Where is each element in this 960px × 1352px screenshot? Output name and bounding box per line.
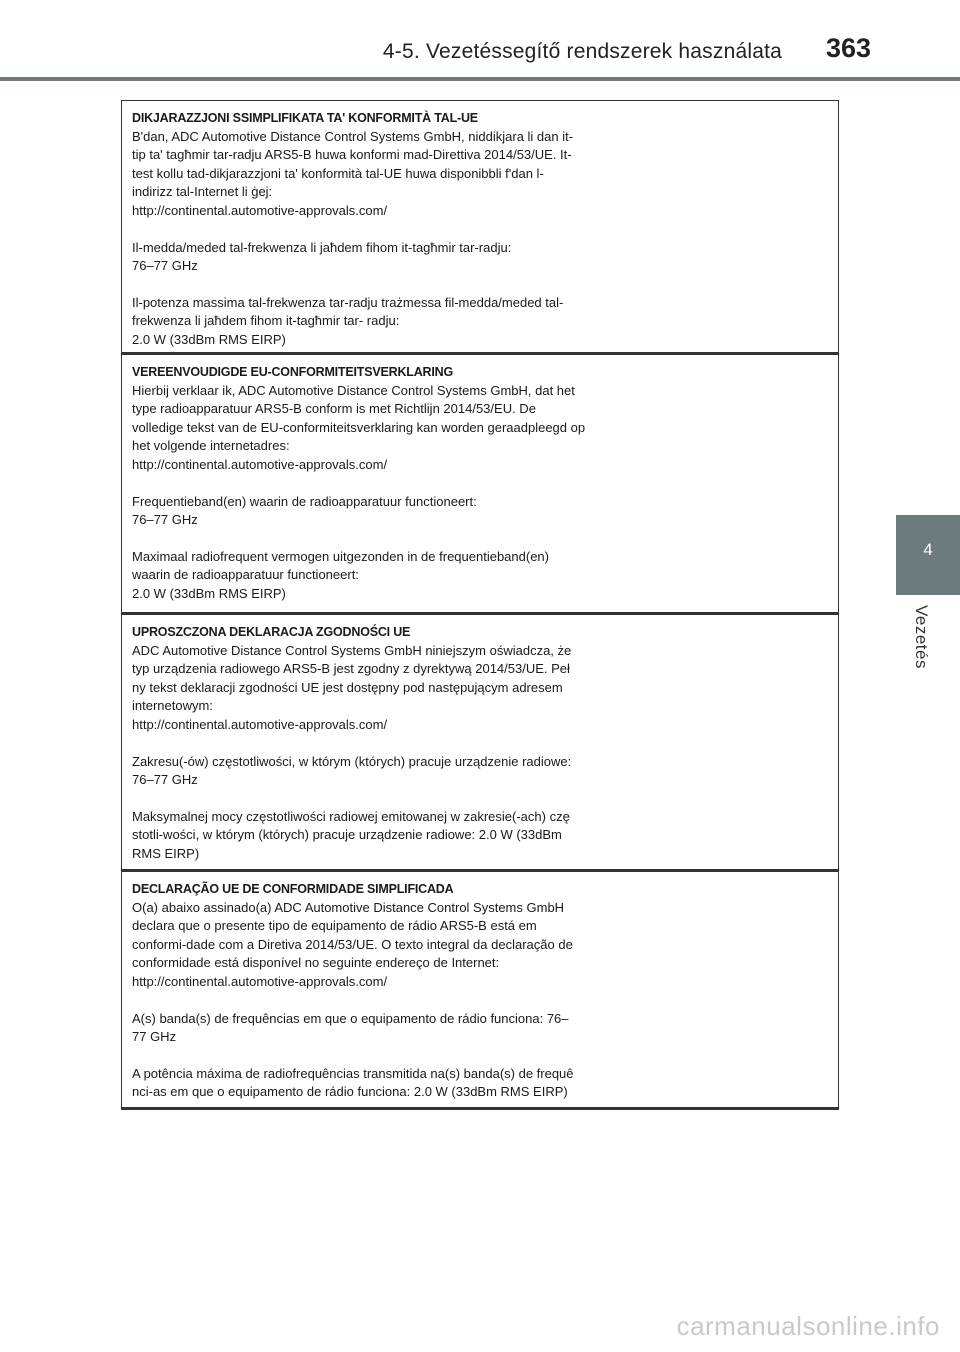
declaration-title: DIKJARAZZJONI SSIMPLIFIKATA TA' KONFORMITÀ TAL-UE [132, 111, 478, 125]
text-line: indirizz tal-Internet li ġej: [132, 184, 273, 200]
declaration-box-portuguese [121, 872, 839, 1110]
declaration-box-polish [121, 615, 839, 872]
text-line: ADC Automotive Distance Control Systems GmbH niniejszym oświadcza, że [132, 642, 572, 658]
text-line: http://continental.automotive-approvals.com/ [132, 202, 388, 218]
declaration-title: DECLARAÇÃO UE DE CONFORMIDADE SIMPLIFICADA [132, 882, 454, 896]
text-line: http://continental.automotive-approvals.com/ [132, 456, 388, 472]
paragraph-gap [132, 735, 828, 753]
declaration-title: UPROSZCZONA DEKLARACJA ZGODNOŚCI UE [132, 625, 411, 639]
declaration-paragraph [132, 642, 828, 735]
text-line: volledige tekst van de EU-conformiteitsverklaring kan worden geraadpleegd op [132, 419, 586, 435]
text-line: type radioapparatuur ARS5-B conform is met Richtlijn 2014/53/EU. De [132, 401, 536, 417]
text-line: Il-potenza massima tal-frekwenza tar-radju trażmessa fil-medda/meded tal- [132, 294, 564, 310]
declaration-paragraph [132, 382, 828, 475]
text-line: nci-as em que o equipamento de rádio funciona: 2.0 W (33dBm RMS EIRP) [132, 1084, 568, 1100]
declaration-paragraph [132, 548, 828, 604]
paragraph-gap [132, 992, 828, 1010]
declaration-title: VEREENVOUDIGDE EU-CONFORMITEITSVERKLARING [132, 365, 453, 379]
chapter-tab: 4 [896, 515, 960, 595]
text-line: stotli-wości, w którym (których) pracuje urządzenie radiowe: 2.0 W (33dBm [132, 827, 562, 843]
declaration-paragraph [132, 753, 828, 790]
text-line: http://continental.automotive-approvals.com/ [132, 716, 388, 732]
text-line: test kollu tad-dikjarazzjoni ta' konformità tal-UE huwa disponibbli f'dan l- [132, 165, 544, 181]
text-line: conformidade está disponível no seguinte endereço de Internet: [132, 955, 500, 971]
declaration-paragraph [132, 899, 828, 992]
text-line: A potência máxima de radiofrequências transmitida na(s) banda(s) de frequê [132, 1065, 574, 1081]
declaration-paragraph [132, 493, 828, 530]
chapter-label: Vezetés [912, 605, 931, 669]
text-line: A(s) banda(s) de frequências em que o equipamento de rádio funciona: 76– [132, 1010, 569, 1026]
text-line: Maximaal radiofrequent vermogen uitgezonden in de frequentieband(en) [132, 548, 549, 564]
declaration-paragraph [132, 128, 828, 221]
text-line: Il-medda/meded tal-frekwenza li jaħdem fihom it-tagħmir tar-radju: [132, 239, 512, 255]
text-line: internetowym: [132, 698, 213, 714]
declaration-paragraph [132, 1010, 828, 1047]
declaration-paragraph [132, 808, 828, 864]
text-line: http://continental.automotive-approvals.com/ [132, 973, 388, 989]
text-line: frekwenza li jaħdem fihom it-tagħmir tar- radju: [132, 313, 400, 329]
text-line: 77 GHz [132, 1029, 177, 1045]
text-line: Zakresu(-ów) częstotliwości, w którym (których) pracuje urządzenie radiowe: [132, 753, 572, 769]
text-line: 2.0 W (33dBm RMS EIRP) [132, 331, 286, 347]
header-divider [0, 77, 960, 81]
page-number: 363 [826, 33, 872, 63]
text-line: B'dan, ADC Automotive Distance Control Systems GmbH, niddikjara li dan it- [132, 128, 574, 144]
paragraph-gap [132, 530, 828, 548]
text-line: 76–77 GHz [132, 512, 198, 528]
declarations-container [121, 100, 839, 1110]
text-line: declara que o presente tipo de equipamento de rádio ARS5-B está em [132, 918, 537, 934]
text-line: 76–77 GHz [132, 258, 198, 274]
text-line: Hierbij verklaar ik, ADC Automotive Distance Control Systems GmbH, dat het [132, 382, 575, 398]
watermark: carmanualsonline.info [676, 1311, 940, 1341]
declaration-box-dutch [121, 355, 839, 615]
declaration-box-maltese [121, 100, 839, 355]
text-line: het volgende internetadres: [132, 438, 290, 454]
paragraph-gap [132, 790, 828, 808]
declaration-paragraph [132, 1065, 828, 1102]
text-line: RMS EIRP) [132, 845, 200, 861]
text-line: 2.0 W (33dBm RMS EIRP) [132, 585, 286, 601]
text-line: O(a) abaixo assinado(a) ADC Automotive Distance Control Systems GmbH [132, 899, 565, 915]
declaration-paragraph [132, 239, 828, 276]
text-line: conformi-dade com a Diretiva 2014/53/UE. O texto integral da declaração de [132, 936, 573, 952]
paragraph-gap [132, 221, 828, 239]
text-line: ny tekst deklaracji zgodności UE jest dostępny pod następującym adresem [132, 679, 563, 695]
text-line: Maksymalnej mocy częstotliwości radiowej emitowanej w zakresie(-ach) czę [132, 808, 570, 824]
text-line: waarin de radioapparatuur functioneert: [132, 567, 359, 583]
text-line: tip ta' tagħmir tar-radju ARS5-B huwa konformi mad-Direttiva 2014/53/UE. It- [132, 147, 572, 163]
text-line: Frequentieband(en) waarin de radioapparatuur functioneert: [132, 493, 477, 509]
section-title: 4-5. Vezetéssegítő rendszerek használata [382, 40, 782, 63]
paragraph-gap [132, 1047, 828, 1065]
text-line: 76–77 GHz [132, 772, 198, 788]
text-line: typ urządzenia radiowego ARS5-B jest zgodny z dyrektywą 2014/53/UE. Peł [132, 661, 570, 677]
declaration-paragraph [132, 294, 828, 350]
paragraph-gap [132, 276, 828, 294]
paragraph-gap [132, 475, 828, 493]
